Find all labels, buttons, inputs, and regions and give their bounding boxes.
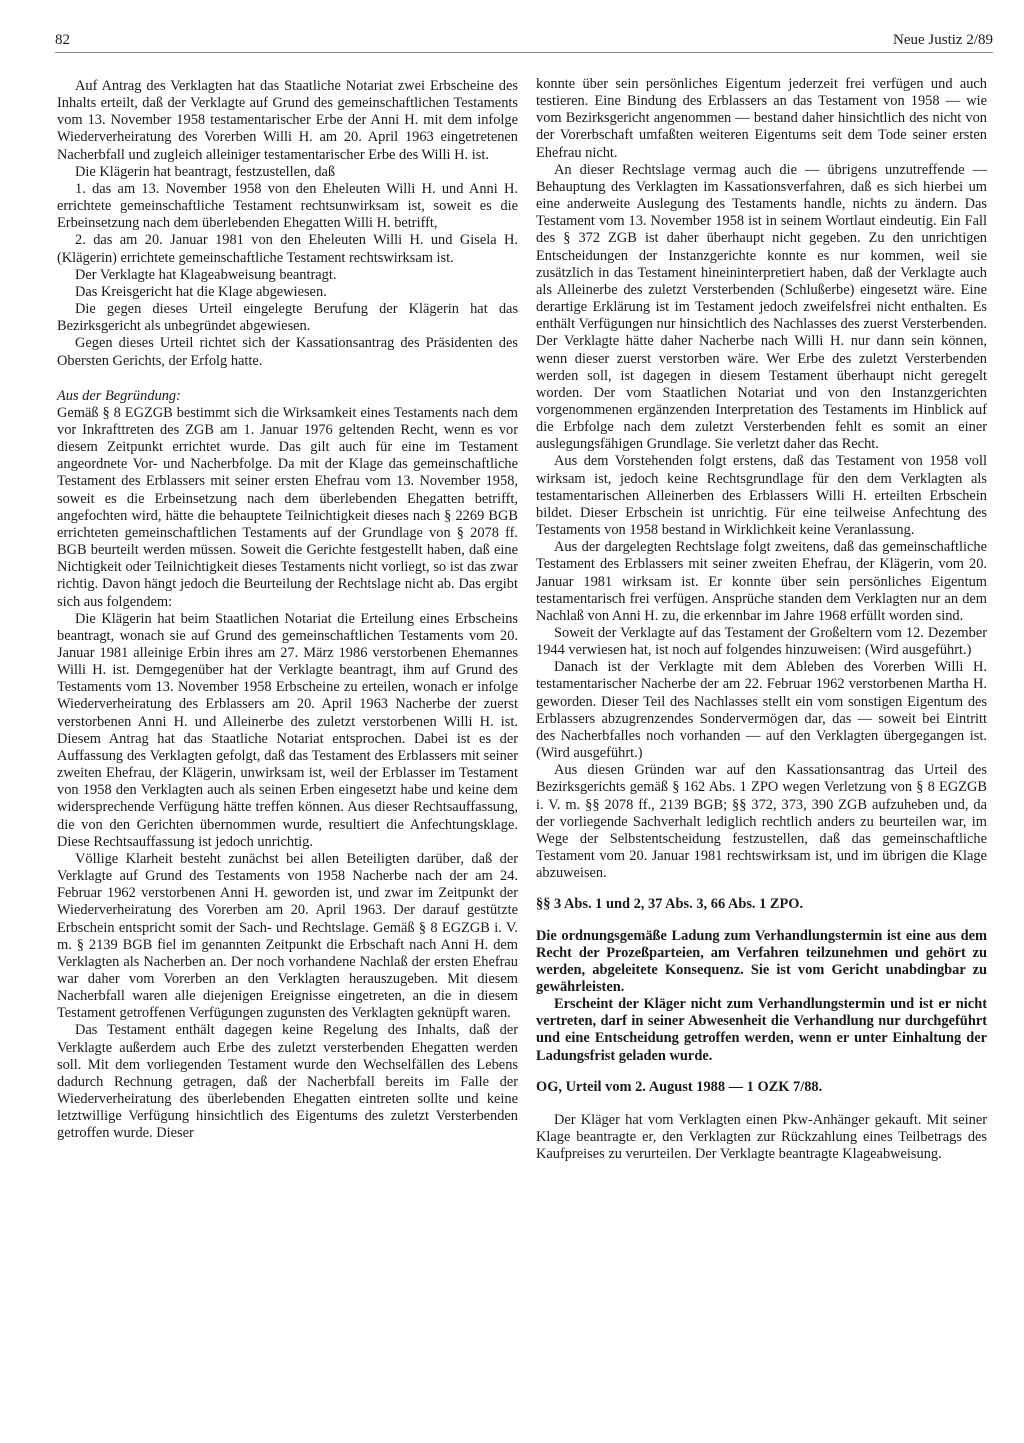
left-column — [57, 78, 518, 1143]
paragraph: Soweit der Verklagte auf das Testament der Großeltern vom 12. Dezember 1944 verwiesen hat, ist noch auf folgendes hinzuweisen: (Wird ausgeführt.) — [536, 625, 987, 659]
paragraph: Aus diesen Gründen war auf den Kassationsantrag das Urteil des Bezirksgerichts gemäß § 162 Abs. 1 ZPO wegen Verletzung von § 8 EGZGB i. V. m. §§ 2078 ff., 2139 BGB; §§ 372, 373, 390 ZGB aufzuheben und, da der vorliegende Sachverhalt lediglich rechtlich anders zu beurteilen war, im Wege der Selbstentscheidung festzustellen, daß das gemeinschaftliche Testament vom 20. Januar 1981 rechtswirksam ist, und im übrigen die Klage abzuweisen. — [536, 762, 987, 882]
paragraph: Die Klägerin hat beantragt, festzustellen, daß — [75, 163, 336, 180]
right-column — [536, 76, 987, 1163]
paragraph: Aus der dargelegten Rechtslage folgt zweitens, daß das gemeinschaftliche Testament des Erblassers mit seiner zweiten Ehefrau, der Klägerin, vom 20. Januar 1981 wirksam ist. Er konnte über sein persönliches Eigentum testamentarisch frei verfügen. Ansprüche standen dem Verklagten nur an dem Nachlaß von Anni H. zu, die erkennbar im Jahre 1968 erfüllt worden sind. — [536, 539, 987, 624]
paragraph: Gemäß § 8 EGZGB bestimmt sich die Wirksamkeit eines Testaments nach dem vor Inkrafttreten des ZGB am 1. Januar 1976 geltenden Recht, wenn es vor diesem Zeitpunkt errichtet wurde. Das gilt auch für eine im Testament angeordnete Vor- und Nacherbfolge. Da mit der Klage das gemeinschaftliche Testament des Erblassers mit seiner ersten Ehefrau vom 13. November 1958, soweit es die Erbeinsetzung nach dem überlebenden Ehegatten betrifft, angefochten wird, hätte die behauptete Teilnichtigkeit dieses nach § 2269 BGB errichteten gemeinschaftlichen Testaments auf der Grundlage von § 2078 ff. BGB beurteilt werden müssen. Soweit die Gerichte festgestellt haben, daß eine Nichtigkeit oder Teilnichtigkeit dieses Testaments nicht vorliegt, so ist das zwar richtig. Davon hängt jedoch die Beurteilung der Rechtslage nicht ab. Das ergibt sich aus folgendem: — [57, 404, 518, 610]
page-header — [55, 28, 993, 53]
paragraph: Auf Antrag des Verklagten hat das Staatliche Notariat zwei Erbscheine des Inhalts erteilt, daß der Verklagte auf Grund des gemeinschaftlichen Testaments vom 13. November 1958 testamentarischer Erbe der Anni H. mit dem infolge Wiederverheiratung des Vorerben Willi H. am 20. April 1963 eingetretenen Nacherbfall und zugleich alleiniger testamentarischer Erbe des Willi H. ist. — [57, 78, 518, 163]
section-heading: Aus der Begründung: — [57, 387, 181, 404]
paragraph: An dieser Rechtslage vermag auch die — übrigens unzutreffende — Behauptung des Verklagten im Kassationsverfahren, daß es sich hierbei um eine anderweite Auslegung des Testaments handle, nichts zu ändern. Das Testament vom 13. November 1958 ist in seinem Wortlaut eindeutig. Ein Fall des § 372 ZGB ist daher überhaupt nicht gegeben. Zu den unrichtigen Entscheidungen der Instanzgerichte konnte es nur kommen, weil sie zusätzlich in das Testament hineininterpretiert haben, daß der Verklagte auch als Alleinerbe des zuletzt Versterbenden (Schlußerbe) eingesetzt wäre. Eine derartige Erklärung ist im Testament jedoch zweifelsfrei nicht enthalten. Es enthält Verfügungen nur hinsichtlich des Nachlasses des zuerst Versterbenden. Der Verklagte hätte daher Nacherbe nach Willi H. nur dann sein können, wenn dieser zuerst verstorben wäre. Wer Erbe des zuletzt Versterbenden werden soll, ist dagegen in diesem Testament überhaupt nicht geregelt worden. Der vom Staatlichen Notariat und von den Instanzgerichten vorgenommenen ergänzenden Interpretation des Testaments im Hinblick auf die Erbfolge nach dem zuletzt Versterbenden fehlt es somit an einer auslegungsfähigen Grundlage. Sie verletzt daher das Recht. — [536, 161, 987, 453]
paragraph: Danach ist der Verklagte mit dem Ableben des Vorerben Willi H. testamentarischer Nacherbe der am 22. Februar 1962 verstorbenen Martha H. geworden. Dieser Teil des Nachlasses stellt ein vom sonstigen Eigentum des Erblassers abzugrenzendes Sondervermögen dar, das — soweit bei Eintritt des Nacherbfalles noch vorhanden — auf den Verklagten übergegangen ist. (Wird ausgeführt.) — [536, 659, 987, 762]
paragraph: Aus dem Vorstehenden folgt erstens, daß das Testament von 1958 voll wirksam ist, jedoch keine Rechtsgrundlage für den dem Verklagten als testamentarischen Alleinerben des Erblassers Willi H. erteilten Erbschein bildet. Dieser Erbschein ist unrichtig. Für eine teilweise Anfechtung des Testaments von 1958 bestand in Wirklichkeit keine Veranlassung. — [536, 453, 987, 539]
paragraph: Der Kläger hat vom Verklagten einen Pkw-Anhänger gekauft. Mit seiner Klage beantragte er, den Verklagten zur Rückzahlung eines Teilbetrags des Kaufpreises zu verurteilen. Der Verklagte beantragte Klageabweisung. — [536, 1111, 987, 1163]
paragraph: Die Klägerin hat beim Staatlichen Notariat die Erteilung eines Erbscheins beantragt, wonach sie auf Grund des gemeinschaftlichen Testaments vom 20. Januar 1981 alleinige Erbin ihres am 27. März 1986 verstorbenen Ehemannes Willi H. ist. Demgegenüber hat der Verklagte beantragt, ihm auf Grund des Testaments vom 13. November 1958 Erbscheine zu erteilen, wonach er infolge Wiederverheiratung des Erblassers am 20. April 1963 Nacherbe der zuerst verstorbenen Anni H. und Alleinerbe des zuletzt verstorbenen Willi H. ist. Diesem Antrag hat das Staatliche Notariat entsprochen. Dabei ist es der Auffassung des Verklagten gefolgt, daß das Testament des Erblassers mit seiner zweiten Ehefrau, der Klägerin, unwirksam ist, weil der Erblasser im Testament von 1958 den Verklagten auch als seinen Erben eingesetzt habe und keine dem widersprechende Verfügung hätte treffen können. Aus dieser Rechtsauffassung, die von den Gerichten übernommen wurde, resultiert die Anfechtungsklage. Diese Rechtsauffassung ist jedoch unrichtig. — [57, 610, 518, 850]
paragraph: Die gegen dieses Urteil eingelegte Berufung der Klägerin hat das Bezirksgericht als unbegründet abgewiesen. — [57, 301, 518, 335]
court-citation: OG, Urteil vom 2. August 1988 — 1 OZK 7/88. — [536, 1078, 823, 1095]
paragraph: konnte über sein persönliches Eigentum jederzeit frei verfügen und auch testieren. Eine Bindung des Erblassers an das Testament von 1958 — wie vom Bezirksgericht angenommen — bestand daher hinsichtlich des nicht von der Vorerbschaft umfaßten weiteren Eigentums seit dem Tode seiner ersten Ehefrau nicht. — [536, 76, 987, 161]
paragraph: Völlige Klarheit besteht zunächst bei allen Beteiligten darüber, daß der Verklagte auf Grund des Testaments von 1958 Nacherbe nach der am 24. Februar 1962 verstorbenen Anni H. geworden ist, und zwar im Zeitpunkt der Wiederverheiratung des Vorerben am 20. April 1963. Der darauf gestützte Erbschein entspricht somit der Sach- und Rechtslage. Gemäß § 8 EGZGB i. V. m. § 2139 BGB fiel im genannten Zeitpunkt die Erbschaft nach Anni H. dem Verklagten als Nacherben an. Der noch vorhandene Nachlaß der ersten Ehefrau war daher vom Vorerben an den Verklagten herauszugeben. Mit diesem Nacherbfall waren alle diejenigen Ereignisse eingetreten, an die in diesem Testament getroffenen Verfügungen zugunsten des Verklagten geknüpft waren. — [57, 850, 518, 1022]
paragraph: 1. das am 13. November 1958 von den Eheleuten Willi H. und Anni H. errichtete gemeinschaftliche Testament rechtsunwirksam ist, soweit es die Erbeinsetzung nach dem überlebenden Ehegatten Willi H. betrifft, — [57, 180, 518, 232]
page-number: 82 — [55, 32, 70, 48]
headnote: Die ordnungsgemäße Ladung zum Verhandlungstermin ist eine aus dem Recht der Prozeßparteien, am Verfahren teilzunehmen und gehört zu werden, abgeleitete Konsequenz. Sie ist vom Gericht unabdingbar zu gewährleisten. — [536, 927, 987, 995]
paragraph: Gegen dieses Urteil richtet sich der Kassationsantrag des Präsidenten des Obersten Gerichts, der Erfolg hatte. — [57, 335, 518, 369]
paragraph: Der Verklagte hat Klageabweisung beantragt. — [75, 266, 337, 283]
paragraph: 2. das am 20. Januar 1981 von den Eheleuten Willi H. und Gisela H. (Klägerin) errichtete gemeinschaftliche Testament rechtswirksam ist. — [57, 232, 518, 266]
journal-title: Neue Justiz 2/89 — [893, 32, 993, 48]
journal-page — [55, 28, 993, 1428]
statute-heading: §§ 3 Abs. 1 und 2, 37 Abs. 3, 66 Abs. 1 ZPO. — [536, 896, 804, 913]
paragraph: Das Kreisgericht hat die Klage abgewiesen. — [75, 283, 327, 300]
headnote: Erscheint der Kläger nicht zum Verhandlungstermin und ist er nicht vertreten, darf in seiner Abwesenheit die Verhandlung nur durchgeführt und eine Entscheidung getroffen werden, wenn er unter Einhaltung der Ladungsfrist geladen wurde. — [536, 996, 987, 1064]
paragraph: Das Testament enthält dagegen keine Regelung des Inhalts, daß der Verklagte außerdem auch Erbe des zuletzt versterbenden Ehegatten werden soll. Mit dem vorliegenden Testament wurde den Wechselfällen des Lebens dadurch Rechnung getragen, daß der Nacherbfall bereits im Falle der Wiederverheiratung des überlebenden Ehegatten eintreten sollte und keine letztwillige Verfügung hinsichtlich des Eigentums des zuletzt Versterbenden getroffen wurde. Dieser — [57, 1022, 518, 1142]
